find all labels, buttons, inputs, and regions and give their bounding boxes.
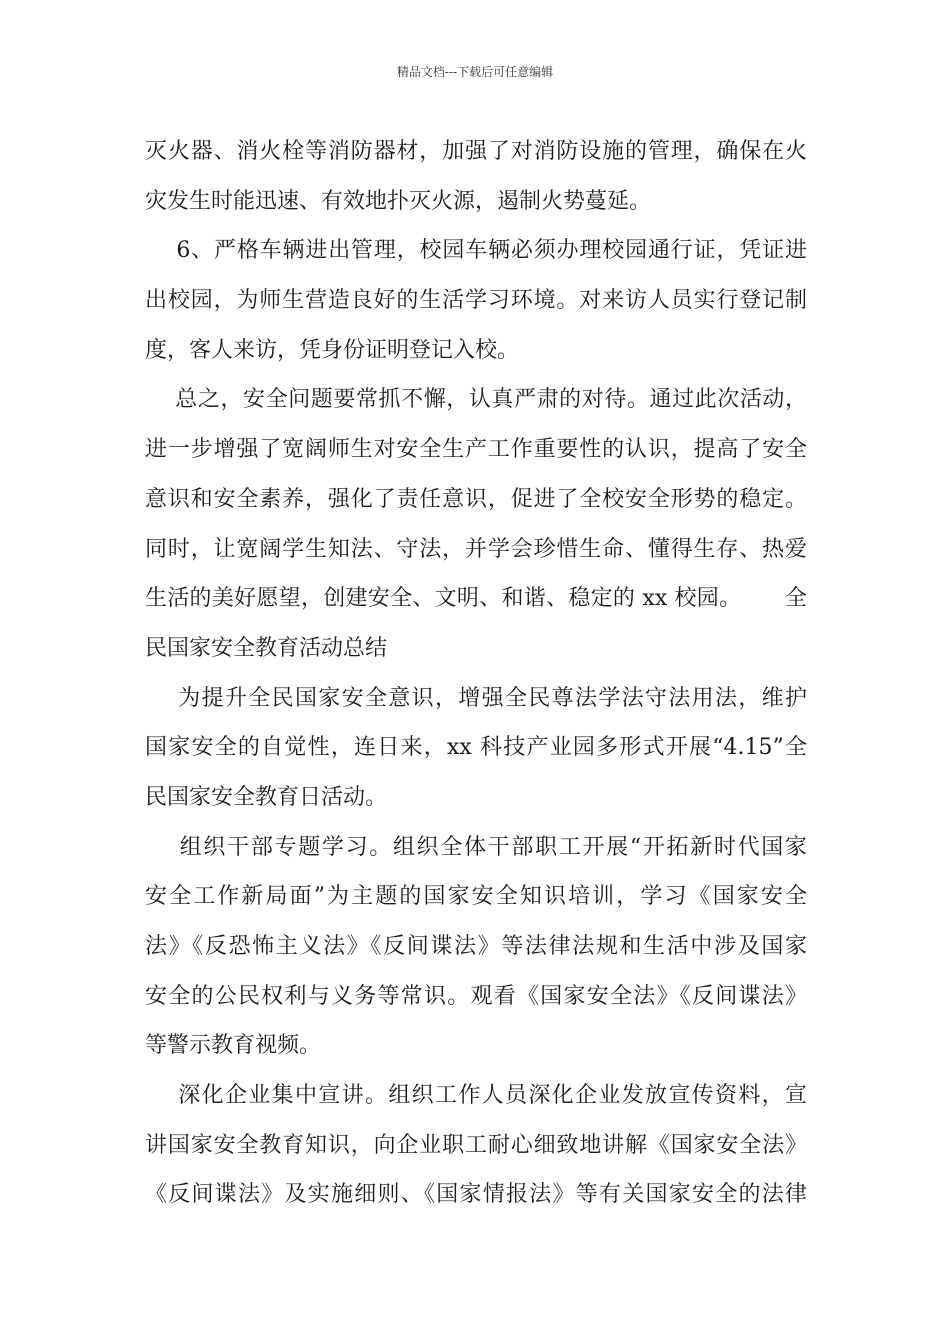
document-body xyxy=(145,127,807,1220)
text-line: 灾发生时能迅速、有效地扑灭火源，遏制火势蔓延。 xyxy=(145,188,652,214)
text-line: 生活的美好愿望，创建安全、文明、和谐、稳定的 xx 校园。 全 xyxy=(145,586,807,612)
text-line: 讲国家安全教育知识，向企业职工耐心细致地讲解《国家安全法》 xyxy=(145,1132,807,1158)
text-line: 国家安全的自觉性，连日来，xx 科技产业园多形式开展“4.15”全 xyxy=(145,735,807,761)
text-line: 出校园，为师生营造良好的生活学习环境。对来访人员实行登记制 xyxy=(145,288,807,314)
text-line: 进一步增强了宽阔师生对安全生产工作重要性的认识，提高了安全 xyxy=(145,437,807,463)
text-line: 安全工作新局面”为主题的国家安全知识培训，学习《国家安全 xyxy=(145,884,807,910)
text-line: 深化企业集中宣讲。组织工作人员深化企业发放宣传资料，宣 xyxy=(145,1083,807,1109)
text-line: 法》《反恐怖主义法》《反间谍法》等法律法规和生活中涉及国家 xyxy=(145,934,807,959)
text-line: 民国家安全教育日活动。 xyxy=(145,784,388,810)
text-line: 度，客人来访，凭身份证明登记入校。 xyxy=(145,337,520,363)
text-line: 6、严格车辆进出管理，校园车辆必须办理校园通行证，凭证进 xyxy=(145,238,807,264)
text-line: 安全的公民权利与义务等常识。观看《国家安全法》《反间谍法》 xyxy=(145,983,807,1009)
text-line: 同时，让宽阔学生知法、守法，并学会珍惜生命、懂得生存、热爱 xyxy=(145,536,807,562)
page-header: 精品文档---下载后可任意编辑 xyxy=(396,65,554,79)
text-line: 《反间谍法》及实施细则、《国家情报法》等有关国家安全的法律 xyxy=(145,1182,807,1208)
text-line: 等警示教育视频。 xyxy=(145,1033,322,1059)
text-line: 总之，安全问题要常抓不懈，认真严肃的对待。通过此次活动， xyxy=(145,387,807,413)
text-line: 为提升全民国家安全意识，增强全民尊法学法守法用法，维护 xyxy=(145,685,807,711)
text-line: 民国家安全教育活动总结 xyxy=(145,635,388,661)
text-line: 意识和安全素养，强化了责任意识，促进了全校安全形势的稳定。 xyxy=(145,486,807,512)
text-line: 灭火器、消火栓等消防器材，加强了对消防设施的管理，确保在火 xyxy=(145,139,807,164)
text-line: 组织干部专题学习。组织全体干部职工开展“开拓新时代国家 xyxy=(145,834,807,860)
